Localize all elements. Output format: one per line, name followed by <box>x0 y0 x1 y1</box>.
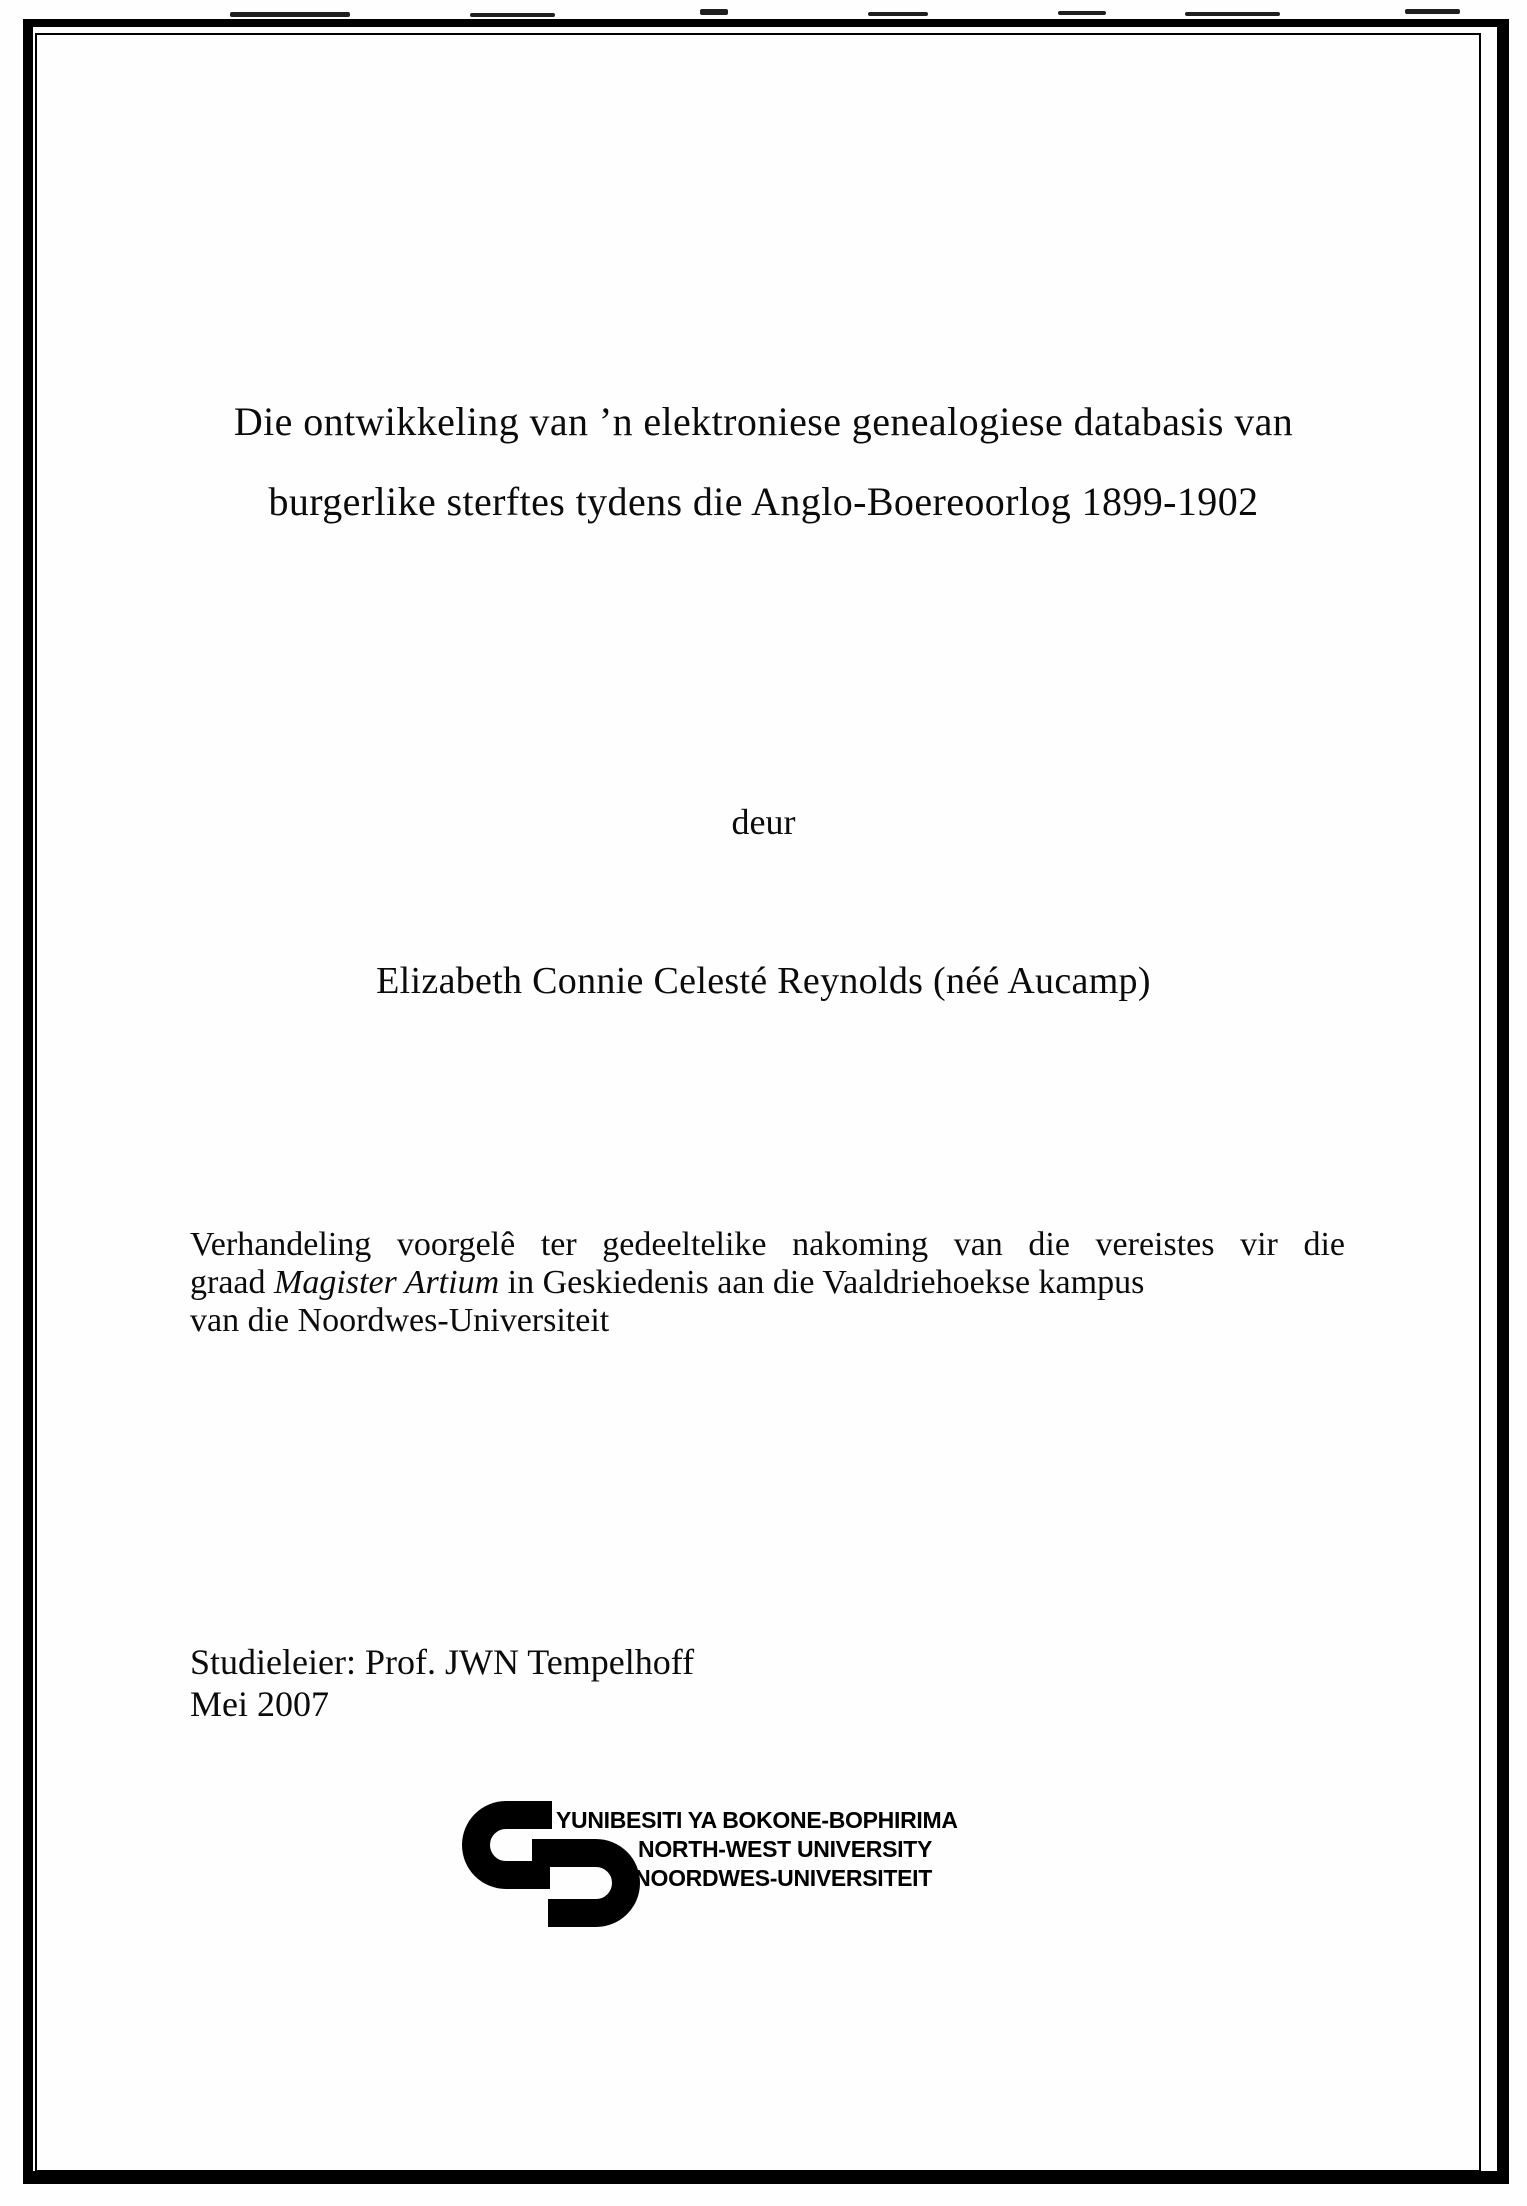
nwu-logo-line-2: NORTH-WEST UNIVERSITY <box>638 1836 932 1862</box>
date-line: Mei 2007 <box>190 1684 329 1724</box>
statement-degree-name: Magister Artium <box>274 1264 500 1301</box>
degree-statement <box>190 1226 1345 1340</box>
scan-artifact <box>1405 9 1460 14</box>
statement-line-2-suffix: in Geskiedenis aan die Vaaldriehoekse kampus <box>499 1264 1145 1301</box>
scan-artifact <box>868 12 928 16</box>
thesis-title-line-1: Die ontwikkeling van ’n elektroniese genealogiese databasis van <box>233 399 1294 444</box>
statement-line-3: van die Noordwes-Universiteit <box>190 1302 610 1339</box>
byline: deur <box>731 802 796 842</box>
scan-artifact <box>230 12 350 17</box>
supervisor-line: Studieleier: Prof. JWN Tempelhoff <box>190 1642 695 1682</box>
supervisor-block <box>190 1641 1090 1725</box>
scan-artifact <box>470 13 555 17</box>
statement-line-2-prefix: graad <box>190 1264 275 1301</box>
nwu-logo-line-1: YUNIBESITI YA BOKONE-BOPHIRIMA <box>556 1807 958 1833</box>
nwu-logo-wordmark <box>556 1806 958 1893</box>
scan-artifact <box>1058 11 1106 15</box>
statement-line-1: Verhandeling voorgelê ter gedeeltelike nakoming van die vereistes vir die <box>190 1226 1345 1263</box>
thesis-title-line-2: burgerlike sterftes tydens die Anglo-Boereoorlog 1899-1902 <box>268 479 1259 524</box>
statement-line-2 <box>190 1264 1345 1302</box>
thesis-title <box>186 382 1341 542</box>
scan-artifact <box>700 9 728 15</box>
nwu-logo-line-3: NOORDWES-UNIVERSITEIT <box>634 1865 932 1891</box>
author-name: Elizabeth Connie Celesté Reynolds (néé Aucamp) <box>376 960 1151 1002</box>
scan-artifact <box>1185 12 1280 16</box>
